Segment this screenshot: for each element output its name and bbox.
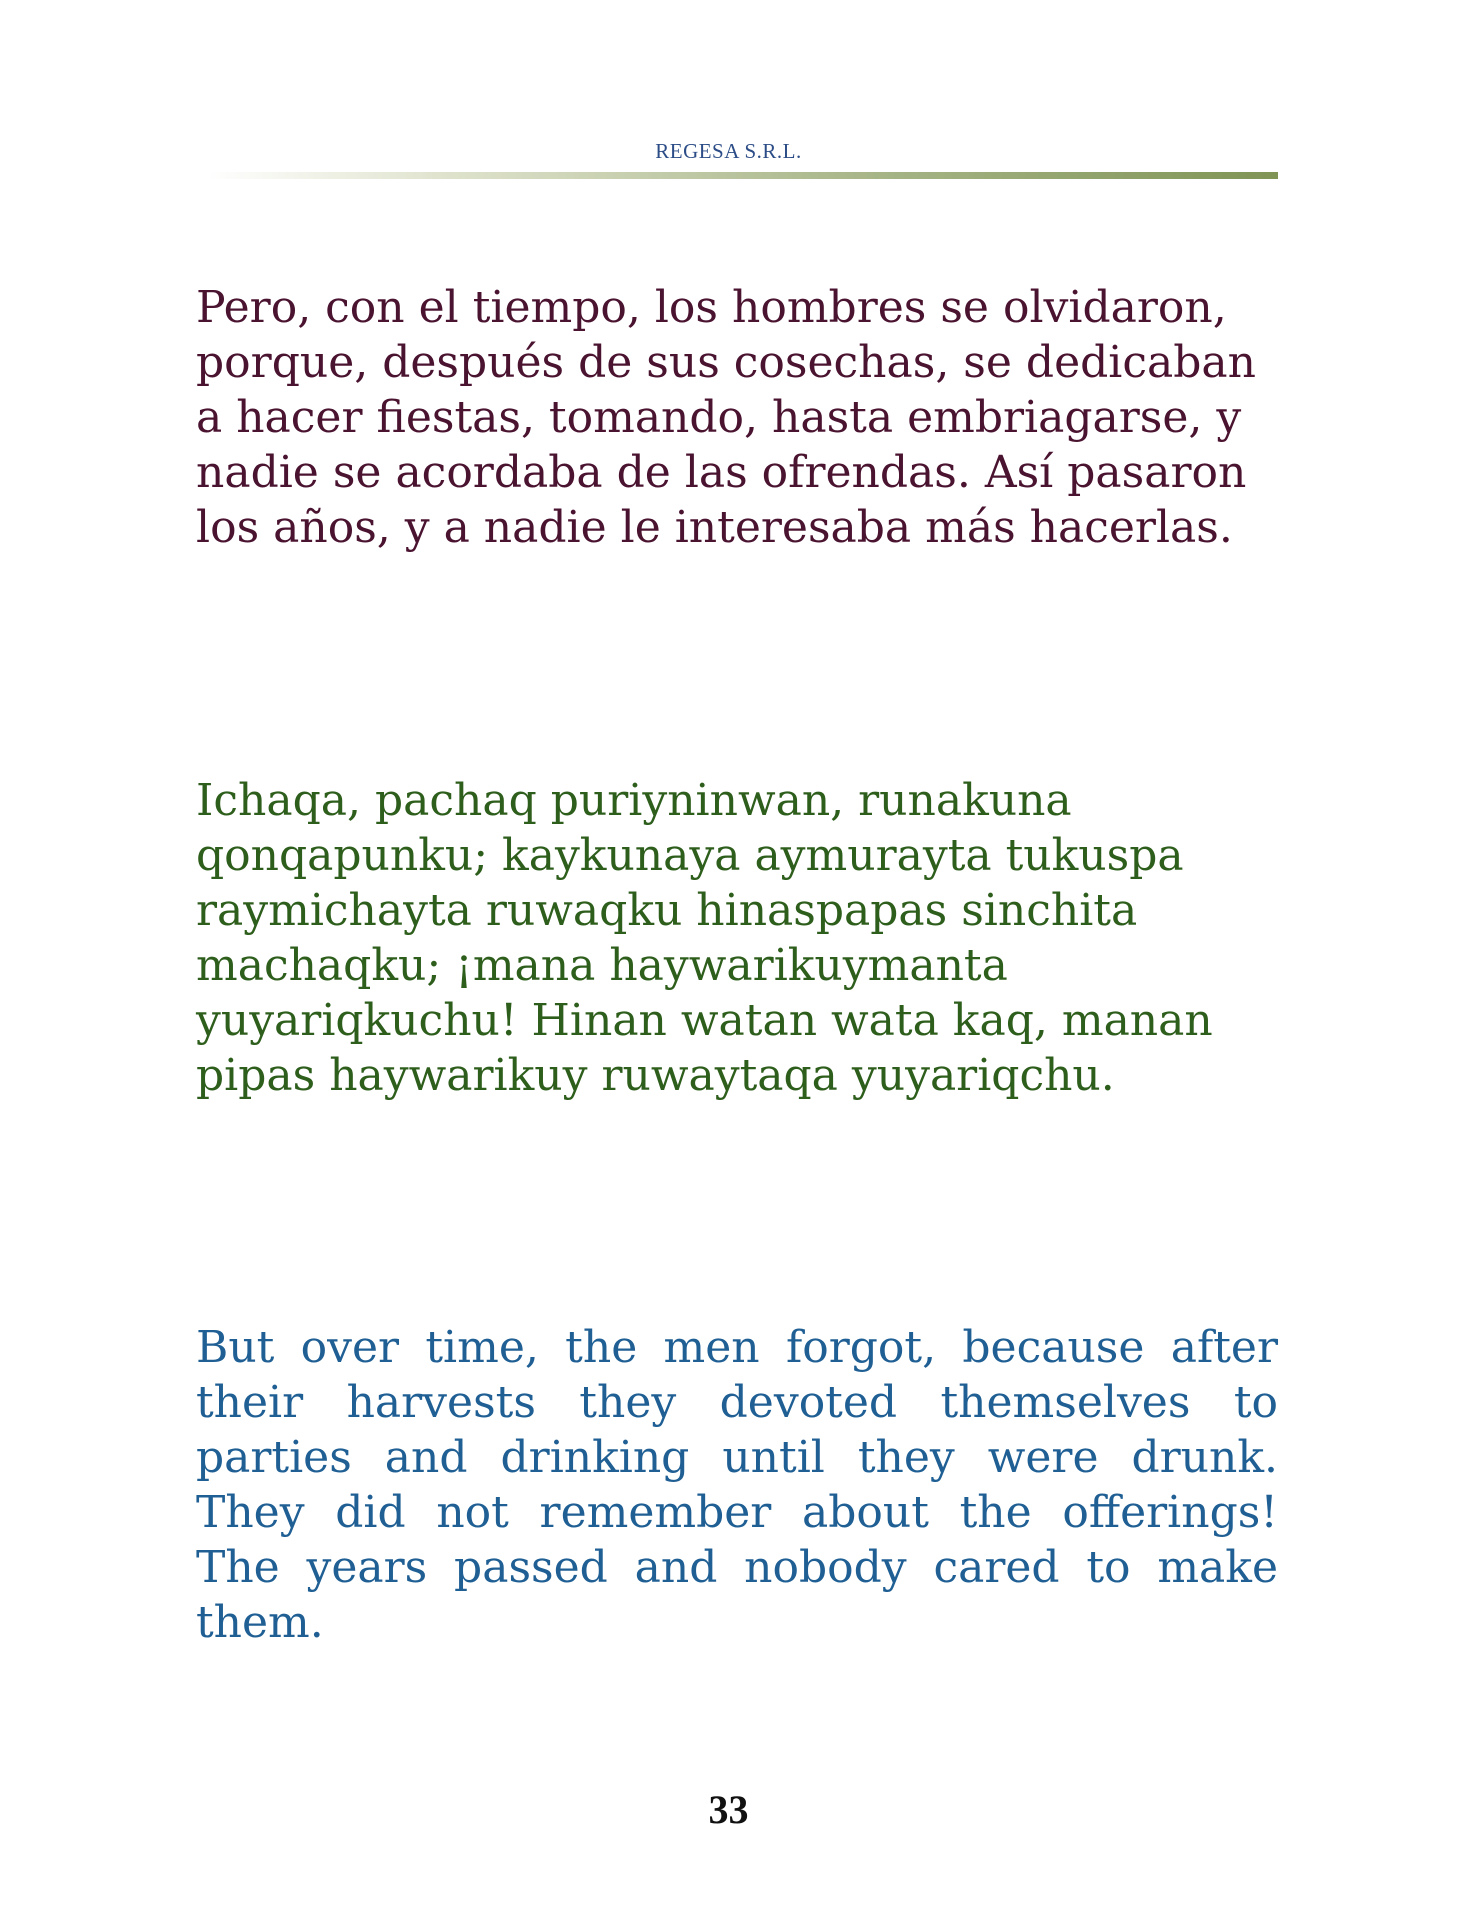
english-paragraph: But over time, the men forgot, because after their harvests they devoted themselves to parties and drinking until they were drunk. They did not remember about the offerings! The years passed and nobody cared to make them. <box>196 1322 1278 1648</box>
page-number: 33 <box>708 1787 749 1832</box>
spanish-paragraph: Pero, con el tiempo, los hombres se olvidaron, porque, después de sus cosechas, se dedicaban a hacer fiestas, tomando, hasta embriagarse, y nadie se acordaba de las ofrendas. Así pasaron los años, y a nadie le interesaba más hacerlas. <box>196 282 1256 553</box>
header-divider-rule <box>208 172 1278 179</box>
quechua-paragraph: Ichaqa, pachaq puriyninwan, runakuna qonqapunku; kaykunaya aymurayta tukuspa raymichayta ruwaqku hinaspapas sinchita machaqku; ¡mana haywarikuymanta yuyariqkuchu! Hinan watan wata kaq, manan pipas haywarikuy ruwaytaqa yuyariqchu. <box>196 775 1213 1101</box>
running-header-title: REGESA S.R.L. <box>655 139 802 163</box>
